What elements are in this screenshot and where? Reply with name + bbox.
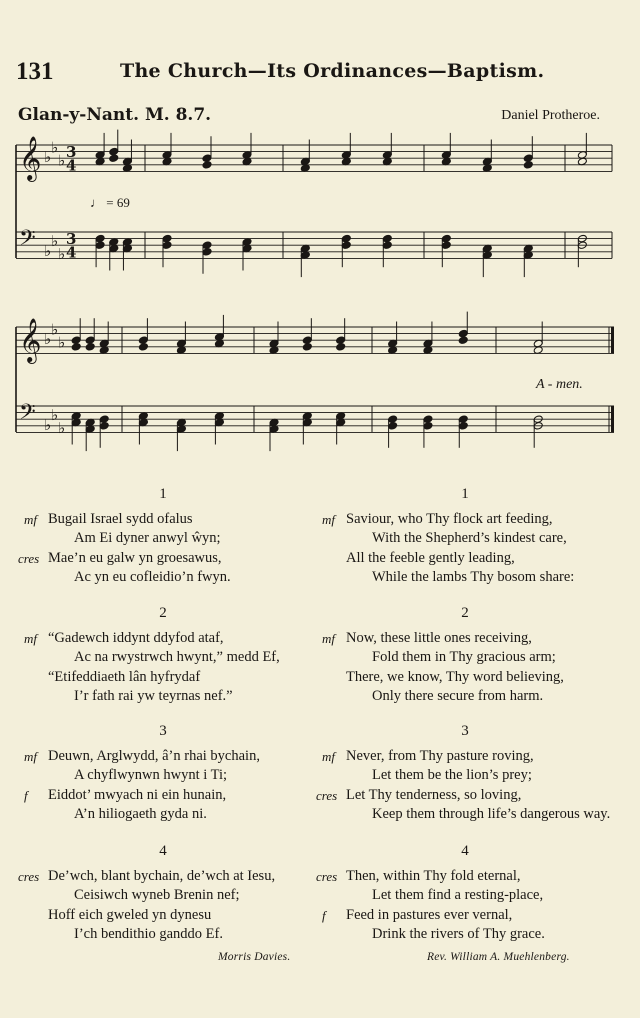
- final-bar-line: [611, 327, 614, 353]
- dynamic-marking: f: [322, 907, 326, 923]
- flat-icon: ♭: [44, 148, 52, 167]
- note-head: [85, 343, 95, 352]
- hymn-number: 131: [16, 58, 54, 85]
- amen-lyric: A - men.: [536, 377, 583, 392]
- verse-number: 4: [461, 843, 469, 859]
- verse-number: 3: [461, 723, 469, 739]
- stanza: [24, 747, 260, 825]
- verse-text: Then, within Thy fold eternal,: [346, 868, 521, 884]
- verse-text: Feed in pastures ever vernal,: [346, 906, 513, 923]
- final-bar-line: [611, 406, 614, 432]
- verse-line: [322, 629, 564, 648]
- verse-number: 3: [159, 723, 167, 739]
- dynamic-marking: mf: [322, 631, 335, 646]
- flat-icon: ♭: [44, 330, 52, 349]
- flat-icon: ♭: [58, 245, 66, 264]
- verse-text: Eiddot’ mwyach ni ein hunain,: [48, 786, 227, 803]
- verse-text: Am Ei dyner anwyl ŵyn;: [74, 530, 221, 547]
- verse-line: [48, 529, 231, 548]
- verse-number: 2: [159, 605, 167, 621]
- stanza: [18, 867, 276, 945]
- verse-text: Let Thy tenderness, so loving,: [346, 786, 522, 803]
- note-head: [95, 241, 105, 250]
- stanza: [316, 747, 611, 825]
- verse-line: [346, 886, 545, 905]
- stanza: [322, 629, 564, 707]
- dynamic-marking: cres: [316, 787, 338, 803]
- verse-line: [48, 648, 280, 667]
- time-signature-bottom: 4: [66, 243, 77, 262]
- verse-line: [316, 867, 545, 886]
- dynamic-marking: mf: [24, 749, 37, 764]
- verse-text: Ceisiwch wyneb Brenin nef;: [74, 887, 240, 904]
- verse-text: Let them find a resting-place,: [372, 887, 544, 904]
- verse-line: [346, 687, 564, 706]
- note-head: [382, 241, 392, 250]
- quarter-note-icon: ♩: [90, 195, 103, 210]
- verse-text: Keep them through life’s dangerous way.: [372, 806, 611, 823]
- tempo-marking: [90, 195, 130, 211]
- dynamic-marking: mf: [24, 631, 37, 646]
- verse-line: [18, 867, 276, 886]
- verse-text: “Etifeddiaeth lân hyfrydaf: [48, 668, 201, 685]
- note-head: [71, 343, 81, 352]
- note-head: [523, 161, 533, 170]
- welsh-attribution: Morris Davies.: [218, 951, 291, 963]
- flat-icon: ♭: [51, 405, 59, 424]
- dynamic-marking: cres: [18, 550, 40, 566]
- verse-text: I’r fath rai yw teyrnas nef.”: [74, 688, 233, 705]
- flat-icon: ♭: [44, 415, 52, 434]
- time-signature-top: 3: [66, 143, 77, 162]
- verse-line: [316, 786, 610, 805]
- verse-line: [48, 766, 260, 785]
- verse-line: [48, 925, 275, 944]
- verse-line: [346, 549, 574, 568]
- dynamic-marking: cres: [18, 869, 40, 884]
- verse-text: Deuwn, Arglwydd, â’n rhai bychain,: [48, 748, 260, 764]
- verse-text: Let them be the lion’s prey;: [372, 767, 532, 784]
- tune-name: Glan-y-Nant. M. 8.7.: [18, 105, 212, 125]
- stanza: [322, 510, 575, 588]
- note-head: [423, 422, 433, 431]
- flat-icon: ♭: [51, 231, 59, 250]
- verse-line: [24, 629, 280, 648]
- verse-line: [48, 886, 275, 905]
- verse-text: Saviour, who Thy flock art feeding,: [346, 511, 553, 527]
- dynamic-marking: cres: [316, 869, 338, 884]
- verse-text: Hoff eich gweled yn dynesu: [48, 906, 212, 923]
- verse-line: [346, 925, 545, 944]
- verse-text: Mae’n eu galw yn groesawus,: [48, 549, 222, 566]
- tempo-value: = 69: [106, 195, 130, 210]
- verse-text: All the feeble gently leading,: [346, 549, 515, 566]
- treble-clef-icon: 𝄞: [19, 318, 42, 362]
- flat-icon: ♭: [44, 241, 52, 260]
- stanza: [18, 510, 231, 588]
- flat-icon: ♭: [51, 320, 59, 339]
- dynamic-marking: mf: [322, 512, 335, 527]
- verse-text: Ac na rwystrwch hwynt,” medd Ef,: [74, 649, 280, 666]
- bass-clef-icon: 𝄢: [19, 400, 36, 430]
- verse-text: With the Shepherd’s kindest care,: [372, 530, 567, 547]
- verse-number: 2: [461, 605, 469, 621]
- verse-line: [346, 805, 610, 824]
- verse-text: I’ch bendithio ganddo Ef.: [74, 926, 223, 943]
- dynamic-marking: mf: [24, 512, 37, 527]
- verse-line: [346, 568, 574, 587]
- stanza: [24, 629, 280, 707]
- note-head: [99, 422, 109, 431]
- verse-line: [24, 747, 260, 766]
- verse-line: [346, 668, 564, 687]
- verse-text: Only there secure from harm.: [372, 688, 544, 705]
- time-signature-top: 3: [66, 230, 77, 249]
- flat-icon: ♭: [58, 151, 66, 170]
- verse-text: De’wch, blant bychain, de’wch at Iesu,: [48, 868, 276, 884]
- flat-icon: ♭: [51, 138, 59, 157]
- treble-clef-icon: 𝄞: [19, 136, 42, 180]
- note-head: [138, 343, 148, 352]
- verse-line: [346, 766, 610, 785]
- english-attribution: Rev. William A. Muehlenberg.: [427, 951, 570, 963]
- verse-text: While the lambs Thy bosom share:: [372, 569, 575, 586]
- note-head: [458, 422, 468, 431]
- verse-number: 1: [159, 486, 167, 502]
- verse-text: Drink the rivers of Thy grace.: [372, 926, 545, 943]
- note-head: [162, 241, 172, 250]
- note-head: [341, 241, 351, 250]
- note-head: [202, 161, 212, 170]
- note-head: [302, 343, 312, 352]
- flat-icon: ♭: [58, 333, 66, 352]
- stanza: [316, 867, 545, 945]
- verse-line: [24, 510, 231, 529]
- verse-line: [322, 510, 574, 529]
- verse-line: [48, 805, 260, 824]
- verse-text: Never, from Thy pasture roving,: [346, 748, 534, 764]
- verse-text: Ac yn eu cofleidio’n fwyn.: [74, 569, 231, 586]
- verse-text: Now, these little ones receiving,: [346, 630, 532, 646]
- composer: Daniel Protheroe.: [501, 108, 600, 123]
- note-head: [336, 343, 346, 352]
- verse-text: “Gadewch iddynt ddyfod ataf,: [48, 630, 224, 646]
- verse-text: There, we know, Thy word believing,: [346, 668, 564, 685]
- flat-icon: ♭: [58, 419, 66, 438]
- verse-line: [346, 648, 564, 667]
- verse-line: [24, 786, 260, 805]
- page-title: The Church—Its Ordinances—Baptism.: [120, 60, 545, 82]
- verse-line: [322, 747, 610, 766]
- music-score: [0, 0, 640, 470]
- note-head: [458, 336, 468, 345]
- verse-number: 1: [461, 486, 469, 502]
- verse-line: [48, 668, 280, 687]
- bass-clef-icon: 𝄢: [19, 226, 36, 256]
- verse-text: A’n hiliogaeth gyda ni.: [74, 806, 207, 823]
- note-head: [202, 248, 212, 257]
- verse-text: Bugail Israel sydd ofalus: [48, 511, 193, 527]
- dynamic-marking: f: [24, 787, 28, 803]
- verse-text: Fold them in Thy gracious arm;: [372, 649, 556, 666]
- verse-line: [322, 906, 545, 925]
- dynamic-marking: mf: [322, 749, 335, 764]
- verse-text: A chyflwynwn hwynt i Ti;: [74, 767, 228, 784]
- note-head: [441, 241, 451, 250]
- note-head: [388, 422, 398, 431]
- verse-line: [48, 687, 280, 706]
- verse-line: [48, 568, 231, 587]
- verse-number: 4: [159, 843, 167, 859]
- note-head: [109, 154, 119, 163]
- time-signature-bottom: 4: [66, 156, 77, 175]
- verse-line: [48, 906, 275, 925]
- verse-line: [18, 549, 231, 568]
- verse-line: [346, 529, 574, 548]
